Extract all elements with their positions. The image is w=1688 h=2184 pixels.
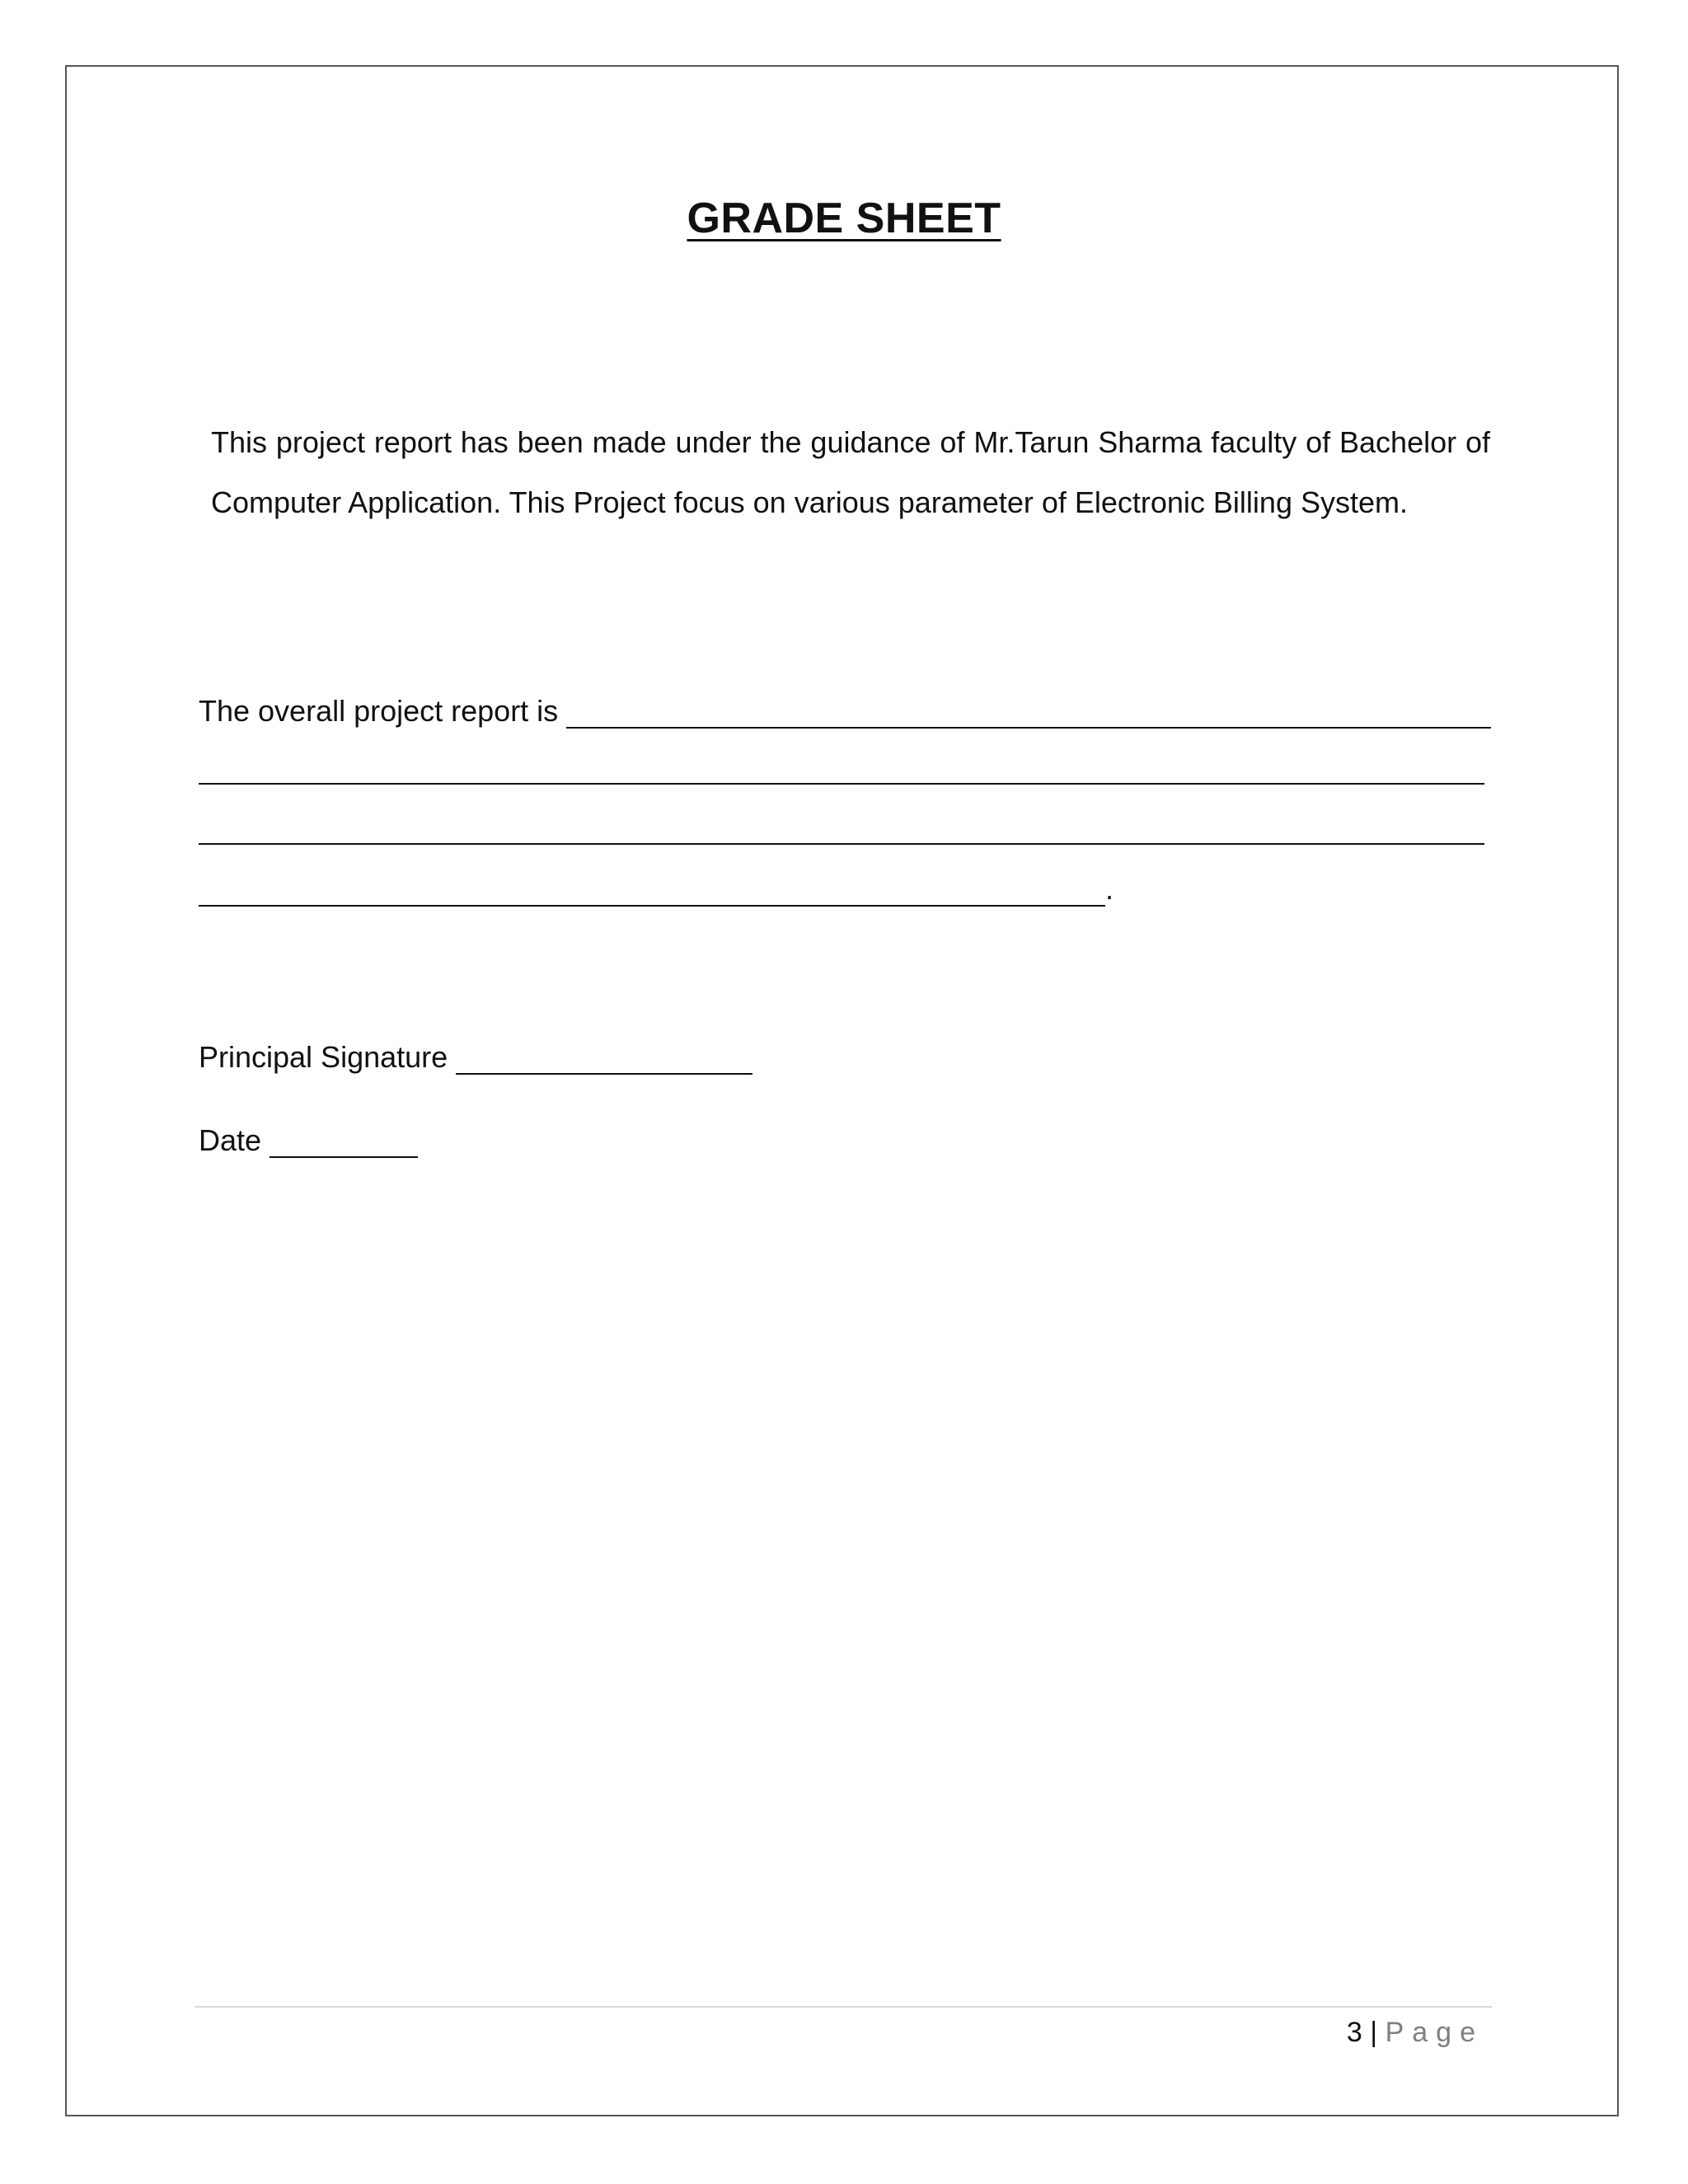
overall-report-label: The overall project report is bbox=[199, 694, 559, 728]
overall-report-row-3 bbox=[199, 810, 1484, 848]
date-label: Date bbox=[199, 1123, 262, 1157]
overall-report-row-4 bbox=[199, 869, 1114, 910]
page-word: Page bbox=[1385, 2017, 1484, 2048]
date-blank[interactable] bbox=[270, 1123, 418, 1158]
page-border bbox=[65, 65, 1619, 2116]
overall-report-blank-3[interactable] bbox=[199, 810, 1484, 845]
overall-report-blank-2[interactable] bbox=[199, 750, 1484, 785]
intro-paragraph: This project report has been made under the guidance of Mr.Tarun Sharma faculty of Bachelor of Computer Application. This Project focus on various parameter of Electronic Billing System. bbox=[211, 425, 1490, 519]
overall-report-end-period: . bbox=[1105, 872, 1114, 906]
overall-report-blank-4[interactable] bbox=[199, 872, 1105, 907]
principal-signature-row bbox=[199, 1037, 753, 1078]
page-separator: | bbox=[1370, 2017, 1378, 2048]
principal-signature-label: Principal Signature bbox=[199, 1040, 448, 1074]
date-row bbox=[199, 1120, 418, 1161]
principal-signature-blank[interactable] bbox=[456, 1040, 753, 1075]
page-footer bbox=[1347, 2012, 1484, 2053]
footer-rule bbox=[195, 2006, 1492, 2008]
overall-report-row bbox=[199, 691, 1491, 732]
overall-report-blank-1[interactable] bbox=[566, 694, 1491, 729]
page-title: GRADE SHEET bbox=[687, 194, 1001, 242]
overall-report-row-2 bbox=[199, 750, 1484, 788]
page-number: 3 bbox=[1346, 2017, 1362, 2048]
